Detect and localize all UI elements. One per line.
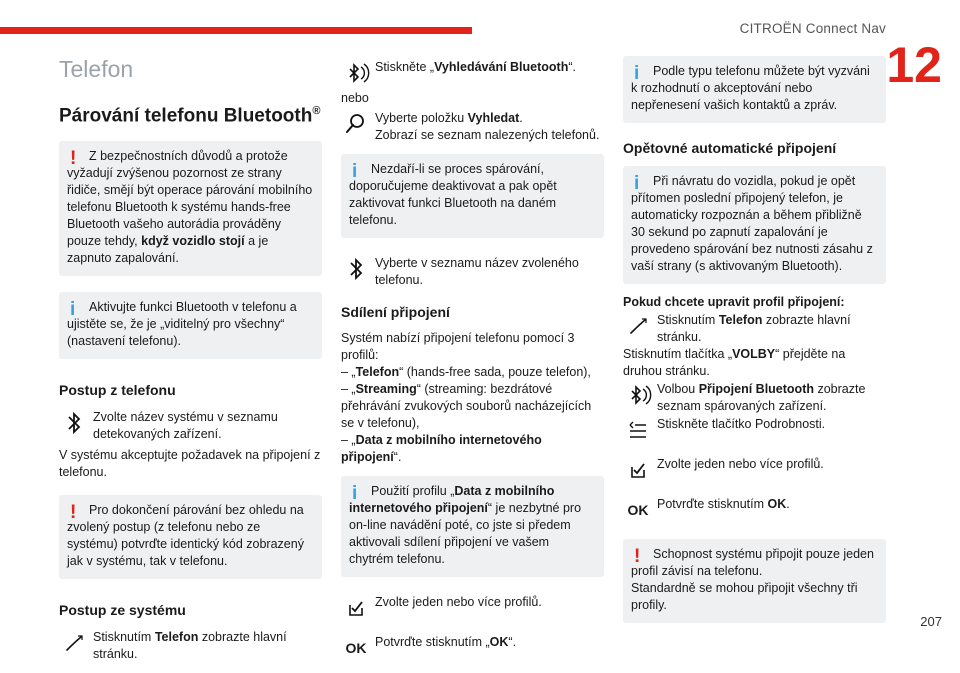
step-select-system: Zvolte název systému v seznamu detekovaných zařízení. [59,408,322,443]
subheading-system-procedure: Postup ze systému [59,602,186,619]
info-text: Podle typu telefonu můžete být vyzváni k rozhodnutí o akceptování nebo nepřenesení vašich kontaktů a zpráv. [631,64,870,112]
step-confirm-ok: OK Potvrďte stisknutím OK. [623,495,886,525]
page-number: 207 [920,614,942,629]
info-box-reconnect [623,166,886,284]
subheading-connection-sharing: Sdílení připojení [341,304,450,320]
bluetooth-search-icon [341,58,371,88]
column-1 [59,56,322,673]
info-box-visibility [59,292,322,359]
warning-text-2: Standardně se mohou připojit všechny tři profily. [631,581,858,612]
step-confirm-ok: OK Potvrďte stisknutím „OK“. [341,633,604,663]
info-icon: i [634,63,640,84]
subheading-auto-reconnect: Opětovné automatické připojení [623,140,837,156]
ok-icon: OK [627,501,649,518]
warning-text: Z bezpečnostních důvodů a protože vyžadují zvýšenou pozornost ze strany řidiče, smějí být operace párování mobilního telefonu Bluetooth k systému hands-free Bluetooth vašeho autorádia prováděny pouze tehdy, když vozidlo stojí a je zapnuto zapalování. [67,149,313,266]
step-bluetooth-connection: Volbou Připojení Bluetooth zobrazte seznam spárovaných zařízení. [623,380,886,415]
options-text: Stisknutím tlačítka „VOLBY“ přejděte na druhou stránku. [623,347,846,378]
ok-icon: OK [345,639,367,656]
main-heading: Párování telefonu Bluetooth® [59,105,321,127]
or-text: nebo [341,91,369,105]
info-icon: i [634,173,640,194]
step-choose-profiles: Zvolte jeden nebo více profilů. [623,455,886,485]
search-icon [341,109,371,139]
running-title: CITROËN Connect Nav [739,21,886,36]
step-select-phone: Vyberte v seznamu název zvoleného telefonu. [341,254,604,289]
warning-box-safety [59,141,322,276]
modify-profile-heading: Pokud chcete upravit profil připojení: [623,295,845,309]
info-icon: i [352,161,358,182]
step-bluetooth-search: Stiskněte „Vyhledávání Bluetooth“. [341,58,604,88]
subheading-phone-procedure: Postup z telefonu [59,382,176,399]
profile-telefon: – „Telefon“ (hands-free sada, pouze telefon), [341,365,591,379]
info-text: Při návratu do vozidla, pokud je opět přítomen poslední připojený telefon, je automaticky rozpoznán a během přibližně 30 sekund po zapnutí zapalování je provedeno spárování bez nutnosti zásahu z vaší strany (s aktivovaným Bluetooth). [631,174,873,273]
bluetooth-icon [59,408,89,438]
warning-text: Pro dokončení párování bez ohledu na zvolený postup (z telefonu nebo ze systému) potvrďte identický kód zobrazený jak v systému, tak v telefonu. [67,503,304,569]
profile-data: – „Data z mobilního internetového připojení“. [341,433,542,464]
info-icon: i [352,483,358,504]
column-2 [341,58,604,673]
warning-icon: ! [70,502,77,524]
profile-streaming: – „Streaming“ (streaming: bezdrátové přehrávání zvukových souborů nacházejících se v telefonu), [341,382,592,430]
warning-text: Schopnost systému připojit pouze jeden profil závisí na telefonu. [631,547,874,578]
warning-icon: ! [634,546,641,567]
info-box-pairing-failed [341,154,604,238]
column-3 [623,56,886,639]
checkbox-icon [341,593,371,623]
step-press-telefon: Stisknutím Telefon zobrazte hlavní stránku. [59,628,322,663]
step-choose-profiles: Zvolte jeden nebo více profilů. [341,593,604,623]
info-text: Použití profilu „Data z mobilního internetového připojení“ je nezbytné pro on-line navádění poté, co jste si předem aktivovali sdílení připojení ve vašem chytrém telefonu. [349,484,582,566]
warning-icon: ! [70,148,77,170]
chapter-number: 12 [886,37,942,93]
info-box-contacts [623,56,886,123]
step-press-telefon: Stisknutím Telefon zobrazte hlavní stránku. [623,311,886,346]
accept-request-text: V systému akceptujte požadavek na připojení z telefonu. [59,448,321,480]
warning-box-profiles [623,539,886,623]
info-text: Nezdaří-li se proces spárování, doporučujeme deaktivovat a pak opět zaktivovat funkci Bluetooth na daném telefonu. [349,162,557,227]
step-search: Vyberte položku Vyhledat. Zobrazí se seznam nalezených telefonů. [341,109,604,144]
checkbox-icon [623,455,653,485]
details-icon [623,415,653,445]
info-text: Aktivujte funkci Bluetooth v telefonu a ujistěte se, že je „viditelný pro všechny“ (nastavení telefonu). [67,300,297,349]
header-accent-bar [0,27,472,34]
bluetooth-search-icon [623,380,653,410]
finger-tap-icon [59,628,89,658]
section-title: Telefon [59,56,134,82]
profiles-intro: Systém nabízí připojení telefonu pomocí 3 profilů: [341,331,575,362]
warning-box-code [59,495,322,579]
finger-tap-icon [623,311,653,341]
step-details: Stiskněte tlačítko Podrobnosti. [623,415,886,445]
info-box-data-profile [341,476,604,577]
info-icon: i [70,299,76,321]
bluetooth-icon [341,254,371,284]
